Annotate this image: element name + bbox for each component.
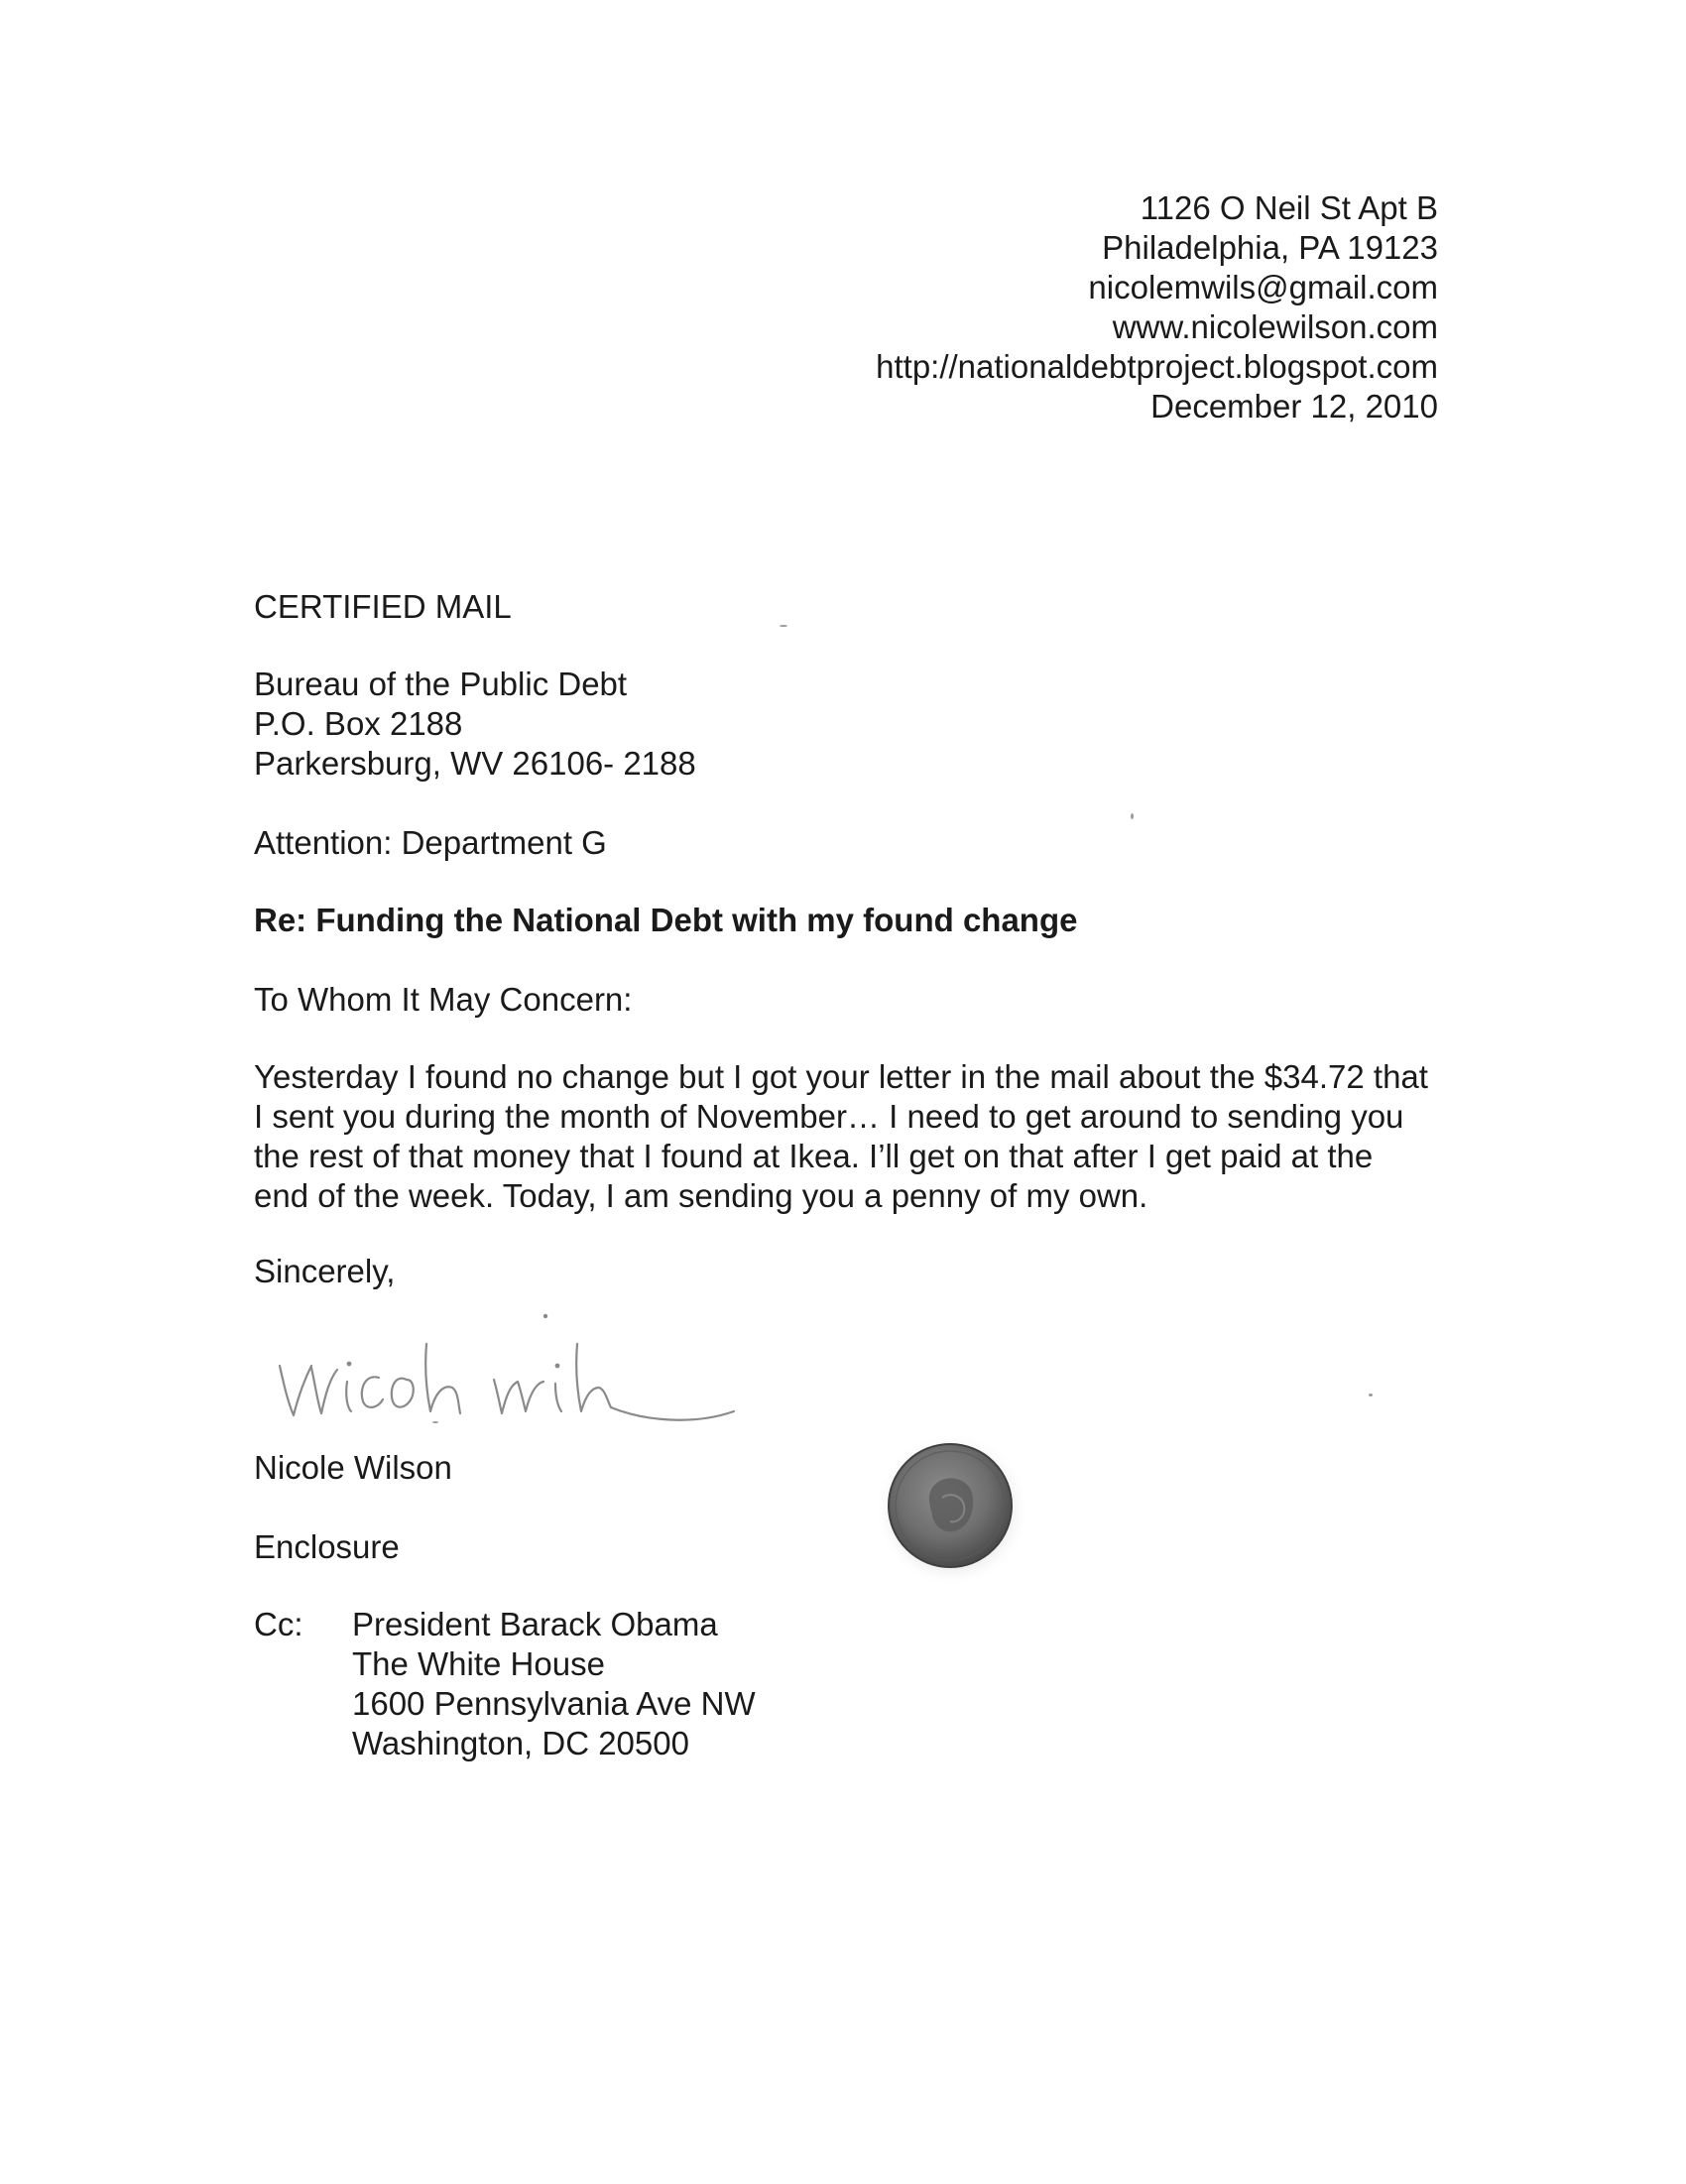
cc-label: Cc:	[254, 1606, 303, 1642]
recipient-address-block	[254, 665, 696, 784]
body-line: Yesterday I found no change but I got your letter in the mail about the $34.72 that	[254, 1058, 1428, 1095]
salutation: To Whom It May Concern:	[254, 981, 633, 1018]
closing: Sincerely,	[254, 1253, 396, 1289]
handwritten-signature	[268, 1304, 744, 1433]
enclosure-note: Enclosure	[254, 1528, 400, 1565]
sender-address-block	[876, 188, 1438, 426]
cc-line: The White House	[352, 1645, 605, 1682]
body-line: end of the week. Today, I am sending you a penny of my own.	[254, 1177, 1148, 1214]
sender-street: 1126 O Neil St Apt B	[1140, 189, 1438, 226]
recipient-name: Bureau of the Public Debt	[254, 666, 628, 702]
scan-speck	[1369, 1394, 1373, 1396]
body-line: I sent you during the month of November… I need to get around to sending you	[254, 1098, 1404, 1135]
cc-line: President Barack Obama	[352, 1606, 718, 1642]
scan-speck	[1131, 813, 1134, 819]
scan-speck	[432, 1421, 438, 1423]
sender-website: www.nicolewilson.com	[1112, 308, 1438, 345]
body-line: the rest of that money that I found at Ikea. I’ll get on that after I get paid at the	[254, 1138, 1374, 1174]
penny-image	[873, 1428, 1031, 1587]
cc-line: 1600 Pennsylvania Ave NW	[352, 1685, 756, 1722]
cc-line: Washington, DC 20500	[352, 1725, 689, 1761]
sender-email: nicolemwils@gmail.com	[1088, 269, 1438, 305]
mail-type: CERTIFIED MAIL	[254, 588, 512, 625]
letter-body	[254, 1057, 1444, 1216]
attention-line: Attention: Department G	[254, 824, 607, 861]
scan-speck	[780, 625, 787, 627]
letter-date: December 12, 2010	[1150, 388, 1438, 425]
recipient-po-box: P.O. Box 2188	[254, 705, 463, 742]
sender-city: Philadelphia, PA 19123	[1102, 229, 1438, 266]
signer-name: Nicole Wilson	[254, 1449, 452, 1486]
subject-line: Re: Funding the National Debt with my found change	[254, 902, 1078, 938]
recipient-city: Parkersburg, WV 26106- 2188	[254, 745, 696, 782]
cc-address	[352, 1605, 756, 1763]
sender-blog: http://nationaldebtproject.blogspot.com	[876, 348, 1438, 385]
